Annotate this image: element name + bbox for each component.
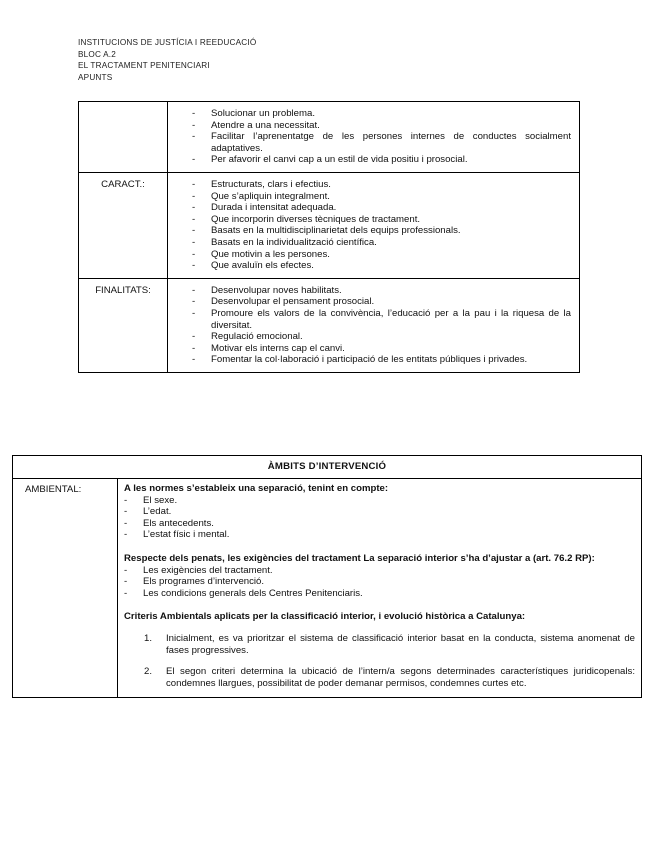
list-item: - Els antecedents.: [124, 518, 635, 530]
list-item: - Que incorporin diverses tècniques de tractament.: [192, 214, 571, 226]
list-item: - Promoure els valors de la convivència, l’educació per a la pau i la riquesa de la diversitat.: [192, 308, 571, 331]
list-item: [124, 666, 635, 689]
list-item: - Basats en la multidisciplinarietat dels equips professionals.: [192, 225, 571, 237]
table-row: [79, 278, 580, 372]
section-heading: Respecte dels penats, les exigències del tractament La separació interior s’ha d’ajustar a (art. 76.2 RP):: [124, 552, 595, 564]
list-item: [124, 633, 635, 656]
list-item: - Que s’apliquin integralment.: [192, 191, 571, 203]
table-row: [13, 479, 642, 698]
table-title: ÀMBITS D’INTERVENCIÓ: [13, 456, 642, 479]
row-label-caract: CARACT.:: [79, 172, 168, 278]
item-text: El segon criteri determina la ubicació de l’intern/a segons determinades característiques juridicopenals: condemnes llargues, possibilitat de poder demanar permisos, condemnes curtes etc.: [166, 666, 635, 689]
list-item: - Desenvolupar el pensament prosocial.: [192, 296, 571, 308]
list-item: - Motivar els interns cap el canvi.: [192, 343, 571, 355]
section-heading: A les normes s’estableix una separació, tenint en compte:: [124, 483, 389, 494]
list-item: - Els programes d’intervenció.: [124, 576, 635, 588]
list-item: - Atendre a una necessitat.: [192, 120, 571, 132]
row-label-ambiental: AMBIENTAL:: [13, 479, 118, 698]
list-item: - Basats en la individualització científica.: [192, 237, 571, 249]
list-item: - Desenvolupar noves habilitats.: [192, 285, 571, 297]
treatment-requirements-list: [124, 565, 635, 600]
separation-criteria-list: [124, 495, 635, 541]
characteristics-list: [192, 179, 571, 272]
list-item: - Per afavorir el canvi cap a un estil de vida positiu i prosocial.: [192, 154, 571, 166]
intervention-areas-table: [12, 455, 642, 698]
item-number: 2.: [144, 666, 153, 678]
header-line-block: BLOC A.2: [78, 49, 117, 59]
list-item: - Durada i intensitat adequada.: [192, 202, 571, 214]
header-line-notes: APUNTS: [78, 72, 113, 82]
header-line-topic: EL TRACTAMENT PENITENCIARI: [78, 61, 210, 70]
list-item: - Que motivin a les persones.: [192, 249, 571, 261]
list-item: - Les exigències del tractament.: [124, 565, 635, 577]
criteria-numbered-list: [124, 633, 635, 689]
list-item: - El sexe.: [124, 495, 635, 507]
list-item: - L’estat físic i mental.: [124, 529, 635, 541]
program-characteristics-table: [78, 101, 580, 373]
item-number: 1.: [144, 632, 153, 644]
list-item: - Estructurats, clars i efectius.: [192, 179, 571, 191]
row-label: [79, 102, 168, 173]
table-row: [79, 172, 580, 278]
objectives-list: [192, 108, 571, 166]
table-row: [79, 102, 580, 173]
row-label-finalitats: FINALITATS:: [79, 278, 168, 372]
list-item: - L’edat.: [124, 506, 635, 518]
document-header: [78, 37, 256, 83]
purposes-list: [192, 285, 571, 366]
list-item: - Que avaluïn els efectes.: [192, 260, 571, 272]
header-line-institution: INSTITUCIONS DE JUSTÍCIA I REEDUCACIÓ: [78, 38, 257, 47]
list-item: - Facilitar l’aprenentatge de les persones internes de conductes socialment adaptatives.: [192, 131, 571, 154]
list-item: - Regulació emocional.: [192, 331, 571, 343]
list-item: - Solucionar un problema.: [192, 108, 571, 120]
list-item: - Les condicions generals dels Centres Penitenciaris.: [124, 588, 635, 600]
list-item: - Fomentar la col·laboració i participació de les entitats públiques i privades.: [192, 354, 571, 366]
section-heading: Criteris Ambientals aplicats per la classificació interior, i evolució històrica a Catalunya:: [124, 611, 526, 623]
item-text: Inicialment, es va prioritzar el sistema de classificació interior basat en la conducta, sistema anomenat de fases progressives.: [166, 632, 635, 656]
